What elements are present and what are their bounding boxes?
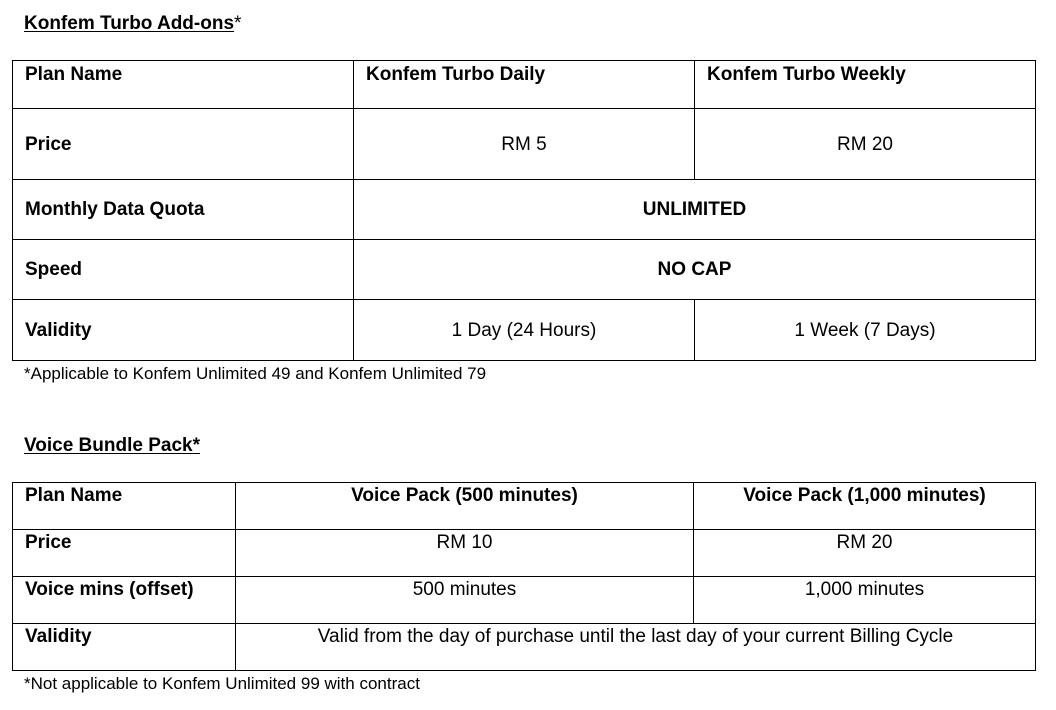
validity-label: Validity: [13, 624, 236, 671]
turbo-daily-header: Konfem Turbo Daily: [354, 61, 695, 109]
speed-label: Speed: [13, 240, 354, 300]
data-quota-value: UNLIMITED: [354, 180, 1036, 240]
turbo-addons-title: [24, 14, 241, 33]
voice-pack-1000-price: RM 20: [694, 530, 1036, 577]
table-row: [13, 624, 1036, 671]
validity-label: Validity: [13, 300, 354, 361]
turbo-weekly-price: RM 20: [695, 109, 1036, 180]
turbo-weekly-header: Konfem Turbo Weekly: [695, 61, 1036, 109]
table-row: [13, 483, 1036, 530]
price-label: Price: [13, 530, 236, 577]
data-quota-label: Monthly Data Quota: [13, 180, 354, 240]
turbo-daily-price: RM 5: [354, 109, 695, 180]
voice-pack-1000-mins: 1,000 minutes: [694, 577, 1036, 624]
table-row: [13, 180, 1036, 240]
table-row: [13, 530, 1036, 577]
voice-pack-500-price: RM 10: [236, 530, 694, 577]
voice-mins-label: Voice mins (offset): [13, 577, 236, 624]
voice-bundle-footnote: *Not applicable to Konfem Unlimited 99 with contract: [24, 674, 420, 693]
table-row: [13, 577, 1036, 624]
voice-pack-500-header: Voice Pack (500 minutes): [236, 483, 694, 530]
voice-bundle-title-text: [24, 435, 200, 456]
table-row: [13, 300, 1036, 361]
price-label: Price: [13, 109, 354, 180]
turbo-daily-validity: 1 Day (24 Hours): [354, 300, 695, 361]
turbo-addons-title-text: Konfem Turbo Add-ons: [24, 13, 235, 34]
voice-validity-value: Valid from the day of purchase until the last day of your current Billing Cycle: [236, 624, 1036, 671]
table-row: [13, 61, 1036, 109]
voice-bundle-title-asterisk: *: [192, 435, 201, 456]
voice-bundle-table: [12, 482, 1036, 671]
turbo-addons-table: [12, 60, 1036, 361]
plan-name-header: Plan Name: [13, 61, 354, 109]
turbo-weekly-validity: 1 Week (7 Days): [695, 300, 1036, 361]
table-row: [13, 240, 1036, 300]
speed-value: NO CAP: [354, 240, 1036, 300]
voice-pack-500-mins: 500 minutes: [236, 577, 694, 624]
turbo-addons-title-asterisk: *: [234, 13, 242, 34]
voice-bundle-title-label: Voice Bundle Pack: [24, 435, 193, 456]
voice-bundle-title: [24, 436, 200, 455]
voice-pack-1000-header: Voice Pack (1,000 minutes): [694, 483, 1036, 530]
plan-name-header: Plan Name: [13, 483, 236, 530]
turbo-addons-footnote: *Applicable to Konfem Unlimited 49 and Konfem Unlimited 79: [24, 364, 487, 383]
table-row: [13, 109, 1036, 180]
